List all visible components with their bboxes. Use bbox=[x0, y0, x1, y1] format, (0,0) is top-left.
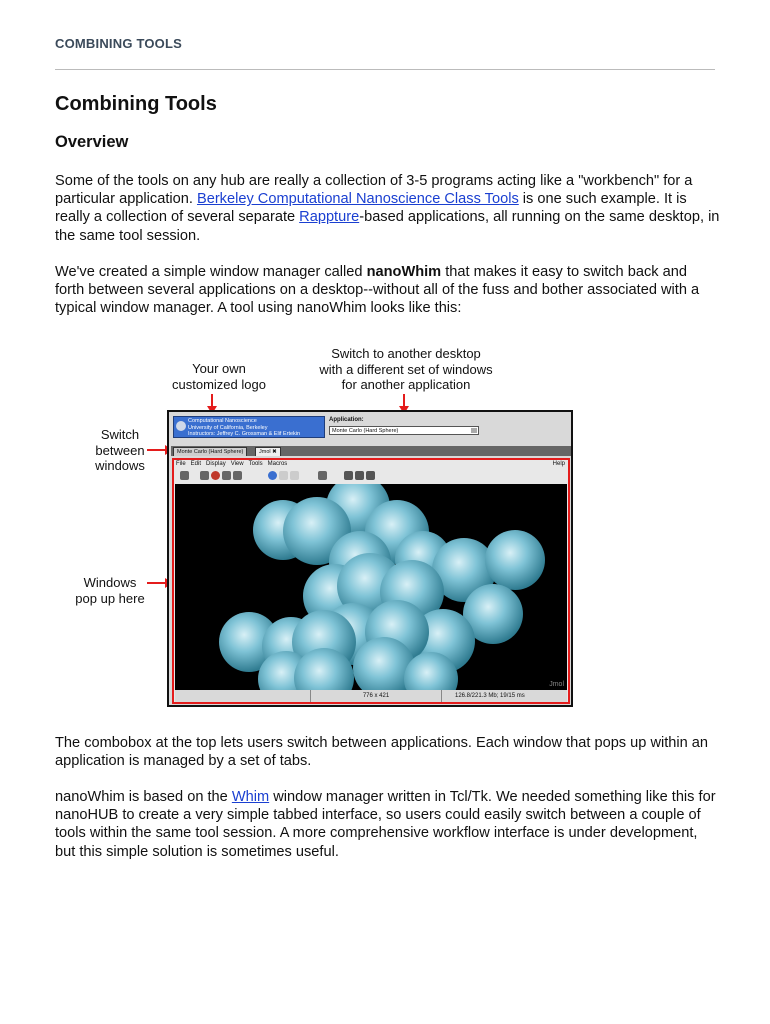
menu-edit[interactable]: Edit bbox=[190, 461, 202, 467]
berkeley-tools-link[interactable]: Berkeley Computational Nanoscience Class Tools bbox=[196, 191, 519, 208]
color-icon[interactable] bbox=[211, 471, 220, 480]
seal-icon bbox=[176, 421, 186, 431]
rotate-icon[interactable] bbox=[268, 471, 277, 480]
jmol-watermark: Jmol bbox=[549, 681, 564, 688]
menu-help[interactable]: Help bbox=[552, 461, 565, 467]
sphere-render bbox=[175, 484, 567, 690]
nanowhim-paragraph: We've created a simple window manager called nanoWhim that makes it easy to switch back and forth between several applications on a desktop--without all of the fuss and bother associated with a typical window manager. A tool using nanoWhim looks like this: bbox=[55, 264, 700, 317]
status-memory: 126.8/221.3 Mb; 19/15 ms bbox=[455, 693, 525, 699]
pointer-icon[interactable] bbox=[279, 471, 288, 480]
jmol-canvas[interactable] bbox=[175, 484, 567, 690]
application-label: Application: bbox=[329, 417, 364, 423]
section-heading: Overview bbox=[55, 133, 129, 151]
previous-icon[interactable] bbox=[355, 471, 364, 480]
section-label: COMBINING TOOLS bbox=[55, 36, 182, 51]
camera-icon[interactable] bbox=[200, 471, 209, 480]
tab-monte-carlo[interactable]: Monte Carlo (Hard Sphere) bbox=[173, 447, 247, 456]
nanowhim-window bbox=[167, 410, 573, 707]
menu-macros[interactable]: Macros bbox=[267, 461, 288, 467]
menu-view[interactable]: View bbox=[230, 461, 244, 467]
switch-annotation: Switch between windows bbox=[95, 427, 145, 473]
header-divider bbox=[55, 69, 715, 70]
popup-window bbox=[172, 458, 570, 704]
display-icon[interactable] bbox=[222, 471, 231, 480]
desktop-annotation: Switch to another desktop with a different set of windows for another application bbox=[319, 346, 493, 392]
print-icon[interactable] bbox=[233, 471, 242, 480]
arrow-line bbox=[147, 449, 167, 451]
combobox-paragraph: The combobox at the top lets users switch between applications. Each window that pops up within an application is managed by a set of tabs. bbox=[55, 735, 709, 770]
custom-logo: Computational Nanoscience University of California, Berkeley Instructors: Jeffrey C. Grossman & Elif Ertekin bbox=[173, 416, 325, 438]
menu-file[interactable]: File bbox=[176, 461, 186, 467]
menu-display[interactable]: Display bbox=[206, 461, 226, 467]
intro-paragraph: Some of the tools on any hub are really a collection of 3-5 programs acting like a "workbench" for a particular application. Berkeley Computational Nanoscience Class Tools is one such example. It is really a collection of several separate Rappture-based applications, all running on the same desktop, in the same tool session. bbox=[55, 173, 720, 244]
whim-link[interactable]: Whim bbox=[231, 789, 270, 805]
open-icon[interactable] bbox=[180, 471, 189, 480]
logo-annotation: Your own customized logo bbox=[172, 361, 266, 392]
arrow-line bbox=[147, 582, 167, 584]
window-tabbar bbox=[171, 446, 571, 456]
menubar bbox=[176, 461, 292, 467]
measure-icon[interactable] bbox=[318, 471, 327, 480]
dropdown-icon[interactable] bbox=[471, 428, 477, 433]
application-combobox[interactable]: Monte Carlo (Hard Sphere) bbox=[329, 426, 479, 435]
rappture-link[interactable]: Rappture bbox=[299, 209, 360, 226]
tab-jmol[interactable]: Jmol ✖ bbox=[255, 447, 281, 456]
popup-annotation: Windows pop up here bbox=[75, 575, 145, 606]
pick-icon[interactable] bbox=[290, 471, 299, 480]
page-title: Combining Tools bbox=[55, 93, 217, 115]
next-icon[interactable] bbox=[366, 471, 375, 480]
menu-tools[interactable]: Tools bbox=[248, 461, 263, 467]
status-size: 776 x 421 bbox=[310, 690, 442, 702]
first-frame-icon[interactable] bbox=[344, 471, 353, 480]
whim-paragraph: nanoWhim is based on the Whim window manager written in Tcl/Tk. We needed something like this for nanoHUB to create a very simple tabbed interface, so users could easily switch between a couple of tools within the same tool session. A more comprehensive workflow interface is under development, but this simple solution is sometimes useful. bbox=[55, 789, 716, 860]
statusbar bbox=[175, 690, 567, 702]
